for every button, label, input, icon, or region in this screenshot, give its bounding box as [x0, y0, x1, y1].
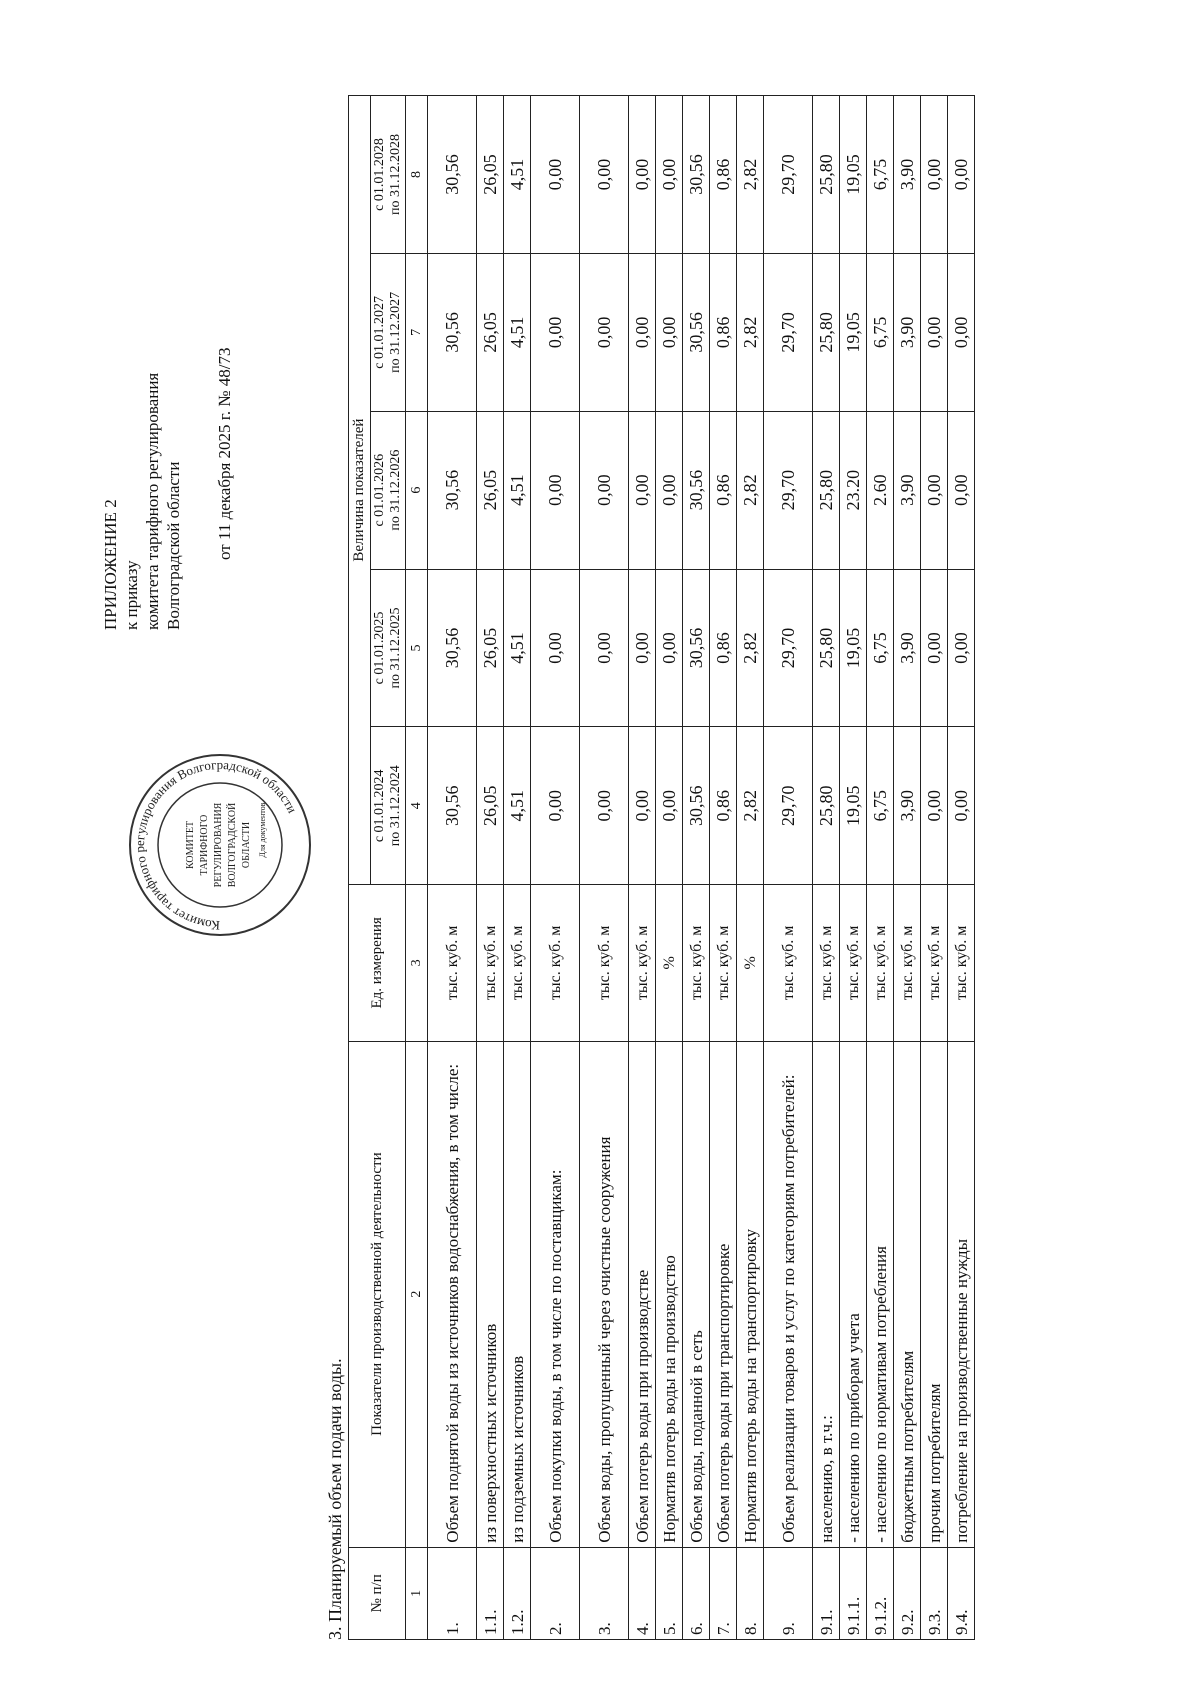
row-value: 0,00 [629, 253, 656, 411]
period-from: с 01.01.2028 [372, 138, 387, 211]
header-line-2: комитета тарифного регулирования [143, 372, 162, 630]
row-value: 25,80 [813, 253, 840, 411]
row-indicator: Объем потерь воды при производстве [629, 1041, 656, 1547]
period-to: по 31.12.2025 [388, 607, 403, 689]
row-value: 0,00 [921, 253, 948, 411]
row-value: 30,56 [683, 411, 710, 569]
col-num: 2 [406, 1041, 428, 1547]
row-value: 4,51 [504, 411, 531, 569]
row-value: 0,00 [948, 569, 975, 727]
row-value: 30,56 [428, 727, 477, 885]
row-value: 0,00 [656, 727, 683, 885]
row-value: 0,00 [948, 727, 975, 885]
row-value: 30,56 [428, 411, 477, 569]
header-period-2028 [371, 96, 406, 254]
row-value: 0,00 [629, 96, 656, 254]
row-value: 29,70 [764, 569, 813, 727]
header-line-3: Волгоградской области [164, 461, 183, 630]
row-indicator: бюджетным потребителям [894, 1041, 921, 1547]
row-indicator: Объем реализации товаров и услуг по категориям потребителей: [764, 1041, 813, 1547]
header-line-1: к приказу [122, 560, 141, 630]
row-value: 19,05 [840, 253, 867, 411]
row-value: 0,00 [948, 96, 975, 254]
row-value: 30,56 [428, 96, 477, 254]
row-number: 9.1. [813, 1547, 840, 1639]
row-indicator: из поверхностных источников [477, 1041, 504, 1547]
table-row [683, 96, 710, 1640]
table-row [531, 96, 580, 1640]
row-number: 9.1.1. [840, 1547, 867, 1639]
row-indicator: Объем воды, поданной в сеть [683, 1041, 710, 1547]
row-value: 26,05 [477, 253, 504, 411]
row-value: 29,70 [764, 253, 813, 411]
row-value: 29,70 [764, 411, 813, 569]
stamp-line-2: ТАРИФНОГО [199, 814, 210, 876]
row-value: 3,90 [894, 727, 921, 885]
row-value: 0,86 [710, 411, 737, 569]
row-value: 2,82 [737, 411, 764, 569]
col-num: 8 [406, 96, 428, 254]
appendix-title: ПРИЛОЖЕНИЕ 2 [101, 499, 120, 630]
row-value: 0,00 [580, 411, 629, 569]
row-value: 6,75 [867, 569, 894, 727]
row-value: 0,00 [921, 96, 948, 254]
row-value: 30,56 [683, 96, 710, 254]
table-row [764, 96, 813, 1640]
row-value: 6,75 [867, 253, 894, 411]
header-values-group: Величина показателей [349, 96, 371, 885]
row-indicator: потребление на производственные нужды [948, 1041, 975, 1547]
table-row [629, 96, 656, 1640]
row-value: 30,56 [683, 569, 710, 727]
table-body [428, 96, 975, 1640]
row-unit: % [737, 885, 764, 1041]
row-indicator: - населению по приборам учета [840, 1041, 867, 1547]
row-unit: тыс. куб. м [428, 885, 477, 1041]
row-value: 25,80 [813, 411, 840, 569]
row-value: 23.20 [840, 411, 867, 569]
header-indicator: Показатели производственной деятельности [349, 1041, 406, 1547]
row-value: 0,00 [580, 253, 629, 411]
row-number: 2. [531, 1547, 580, 1639]
row-indicator: Норматив потерь воды на транспортировку [737, 1041, 764, 1547]
row-unit: тыс. куб. м [813, 885, 840, 1041]
row-value: 25,80 [813, 96, 840, 254]
row-value: 0,86 [710, 253, 737, 411]
row-value: 6,75 [867, 727, 894, 885]
col-num: 3 [406, 885, 428, 1041]
column-numbers-row [406, 96, 428, 1640]
row-number: 1.1. [477, 1547, 504, 1639]
row-value: 0,86 [710, 96, 737, 254]
table-row [894, 96, 921, 1640]
order-date: от 11 декабря 2025 г. № 48/73 [215, 347, 234, 560]
row-value: 0,00 [948, 411, 975, 569]
row-unit: тыс. куб. м [867, 885, 894, 1041]
row-unit: тыс. куб. м [764, 885, 813, 1041]
period-from: с 01.01.2027 [372, 296, 387, 369]
header-period-2024 [371, 727, 406, 885]
row-number: 9.3. [921, 1547, 948, 1639]
row-value: 26,05 [477, 569, 504, 727]
table-row [504, 96, 531, 1640]
table-row [840, 96, 867, 1640]
table-row [428, 96, 477, 1640]
row-number: 6. [683, 1547, 710, 1639]
header-unit: Ед. измерения [349, 885, 406, 1041]
row-value: 0,00 [531, 727, 580, 885]
row-number: 7. [710, 1547, 737, 1639]
section-title: 3. Планируемый объем подачи воды. [325, 1358, 345, 1640]
row-value: 6,75 [867, 96, 894, 254]
row-unit: тыс. куб. м [477, 885, 504, 1041]
row-unit: тыс. куб. м [840, 885, 867, 1041]
col-num: 5 [406, 569, 428, 727]
row-unit: тыс. куб. м [894, 885, 921, 1041]
row-value: 30,56 [428, 569, 477, 727]
table-row [737, 96, 764, 1640]
row-value: 2,82 [737, 727, 764, 885]
header-period-2025 [371, 569, 406, 727]
row-value: 30,56 [428, 253, 477, 411]
row-value: 0,00 [531, 569, 580, 727]
row-value: 4,51 [504, 727, 531, 885]
col-num: 1 [406, 1547, 428, 1639]
period-from: с 01.01.2026 [372, 453, 387, 527]
row-value: 19,05 [840, 727, 867, 885]
row-number: 4. [629, 1547, 656, 1639]
col-num: 7 [406, 253, 428, 411]
row-unit: тыс. куб. м [580, 885, 629, 1041]
row-number: 3. [580, 1547, 629, 1639]
row-value: 0,00 [580, 96, 629, 254]
row-number: 9.1.2. [867, 1547, 894, 1639]
row-unit: тыс. куб. м [531, 885, 580, 1041]
row-value: 0,00 [531, 96, 580, 254]
table-row [580, 96, 629, 1640]
row-value: 0,00 [629, 411, 656, 569]
row-value: 4,51 [504, 569, 531, 727]
row-indicator: прочим потребителям [921, 1041, 948, 1547]
row-value: 0,00 [580, 727, 629, 885]
row-value: 0,86 [710, 569, 737, 727]
stamp-note: Для документов [258, 802, 267, 858]
table-row [921, 96, 948, 1640]
header-no: № п/п [349, 1547, 406, 1639]
row-value: 3,90 [894, 96, 921, 254]
row-number: 5. [656, 1547, 683, 1639]
row-indicator: Объем потерь воды при транспортировке [710, 1041, 737, 1547]
row-value: 0,00 [629, 569, 656, 727]
row-number: 9.2. [894, 1547, 921, 1639]
row-value: 26,05 [477, 727, 504, 885]
row-value: 19,05 [840, 96, 867, 254]
row-indicator: Объем покупки воды, в том числе по поставщикам: [531, 1041, 580, 1547]
row-value: 0,00 [921, 411, 948, 569]
row-number: 1. [428, 1547, 477, 1639]
header-period-2026 [371, 411, 406, 569]
row-value: 30,56 [683, 727, 710, 885]
row-value: 0,00 [656, 253, 683, 411]
row-indicator: Объем воды, пропущенный через очистные сооружения [580, 1041, 629, 1547]
stamp-line-4: ВОЛГОГРАДСКОЙ [227, 802, 238, 888]
row-value: 0,86 [710, 727, 737, 885]
row-value: 2.60 [867, 411, 894, 569]
table-row [867, 96, 894, 1640]
row-indicator: - населению по нормативам потребления [867, 1041, 894, 1547]
period-to: по 31.12.2028 [388, 133, 403, 215]
row-value: 0,00 [656, 96, 683, 254]
row-indicator: из подземных источников [504, 1041, 531, 1547]
row-value: 3,90 [894, 411, 921, 569]
header-period-2027 [371, 253, 406, 411]
row-value: 26,05 [477, 96, 504, 254]
col-num: 4 [406, 727, 428, 885]
row-unit: тыс. куб. м [504, 885, 531, 1041]
table-row [948, 96, 975, 1640]
row-unit: тыс. куб. м [710, 885, 737, 1041]
table-row [477, 96, 504, 1640]
row-value: 0,00 [629, 727, 656, 885]
table-row [813, 96, 840, 1640]
row-value: 0,00 [656, 411, 683, 569]
col-num: 6 [406, 411, 428, 569]
period-to: по 31.12.2024 [388, 765, 403, 847]
row-unit: тыс. куб. м [948, 885, 975, 1041]
appendix-header [100, 110, 235, 630]
row-value: 30,56 [683, 253, 710, 411]
row-value: 3,90 [894, 569, 921, 727]
row-number: 8. [737, 1547, 764, 1639]
row-unit: тыс. куб. м [921, 885, 948, 1041]
row-value: 2,82 [737, 253, 764, 411]
official-seal-stamp [125, 750, 315, 940]
table-row [656, 96, 683, 1640]
row-value: 25,80 [813, 569, 840, 727]
row-unit: тыс. куб. м [629, 885, 656, 1041]
row-indicator: Объем поднятой воды из источников водоснабжения, в том числе: [428, 1041, 477, 1547]
row-unit: тыс. куб. м [683, 885, 710, 1041]
row-number: 1.2. [504, 1547, 531, 1639]
stamp-line-1: КОМИТЕТ [185, 820, 196, 870]
row-value: 3,90 [894, 253, 921, 411]
stamp-ring-text: Комитет тарифного регулирования Волгоградской области [131, 756, 301, 934]
row-value: 4,51 [504, 253, 531, 411]
row-value: 0,00 [948, 253, 975, 411]
row-value: 0,00 [656, 569, 683, 727]
row-value: 0,00 [580, 569, 629, 727]
water-supply-table [348, 95, 975, 1640]
row-value: 2,82 [737, 569, 764, 727]
row-value: 0,00 [531, 253, 580, 411]
row-value: 0,00 [921, 727, 948, 885]
period-from: с 01.01.2025 [372, 611, 387, 685]
row-number: 9. [764, 1547, 813, 1639]
table-row [710, 96, 737, 1640]
stamp-line-3: РЕГУЛИРОВАНИЯ [213, 802, 224, 888]
period-to: по 31.12.2026 [388, 449, 403, 531]
row-value: 0,00 [531, 411, 580, 569]
period-from: с 01.01.2024 [372, 769, 387, 843]
row-value: 2,82 [737, 96, 764, 254]
row-number: 9.4. [948, 1547, 975, 1639]
row-unit: % [656, 885, 683, 1041]
row-value: 29,70 [764, 96, 813, 254]
row-value: 0,00 [921, 569, 948, 727]
period-to: по 31.12.2027 [388, 291, 403, 373]
row-indicator: населению, в т.ч.: [813, 1041, 840, 1547]
row-value: 26,05 [477, 411, 504, 569]
row-value: 4,51 [504, 96, 531, 254]
row-value: 19,05 [840, 569, 867, 727]
row-value: 29,70 [764, 727, 813, 885]
stamp-line-5: ОБЛАСТИ [241, 821, 252, 869]
row-value: 25,80 [813, 727, 840, 885]
rotated-document-page [100, 80, 1100, 1640]
row-indicator: Норматив потерь воды на производство [656, 1041, 683, 1547]
